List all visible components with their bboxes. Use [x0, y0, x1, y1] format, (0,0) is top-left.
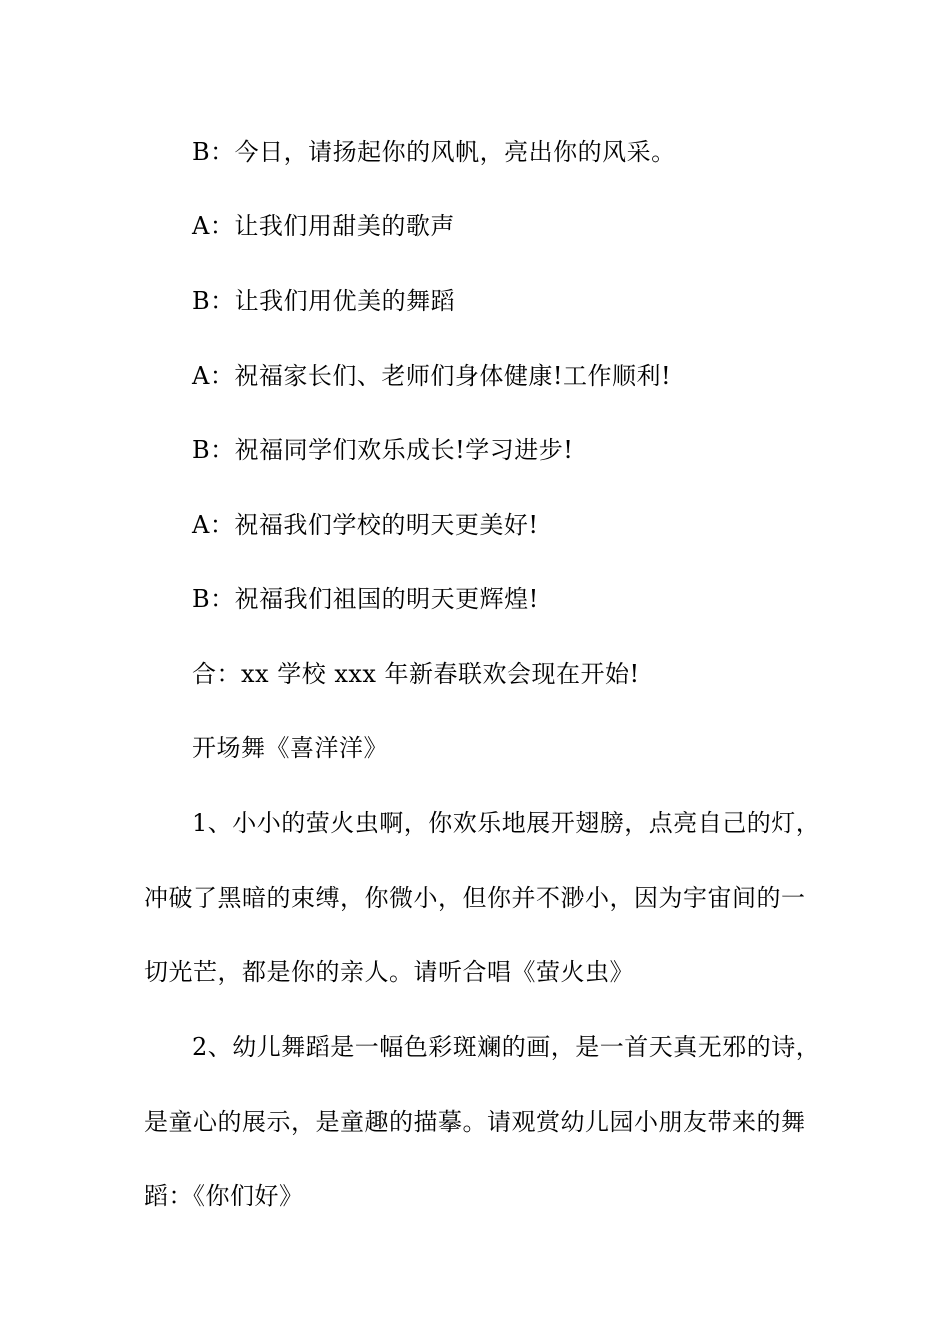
paragraph-1-line-2: 冲破了黑暗的束缚，你微小，但你并不渺小，因为宇宙间的一 — [144, 884, 806, 912]
paragraph-2-line-2: 是童心的展示，是童趣的描摹。请观赏幼儿园小朋友带来的舞 — [144, 1108, 806, 1136]
dialogue-line-b-3: B：祝福同学们欢乐成长!学习进步! — [192, 436, 574, 464]
dialogue-line-a-3: A：祝福我们学校的明天更美好! — [192, 511, 539, 539]
dialogue-line-together: 合：xx 学校 xxx 年新春联欢会现在开始! — [192, 660, 640, 688]
dialogue-line-b-1: B：今日，请扬起你的风帆，亮出你的风采。 — [192, 138, 676, 166]
paragraph-1-line-3: 切光芒，都是你的亲人。请听合唱《萤火虫》 — [144, 958, 634, 986]
dialogue-line-b-2: B：让我们用优美的舞蹈 — [192, 287, 456, 315]
paragraph-2-line-1: 2、幼儿舞蹈是一幅色彩斑斓的画，是一首天真无邪的诗， — [192, 1033, 821, 1061]
dialogue-line-b-4: B：祝福我们祖国的明天更辉煌! — [192, 585, 539, 613]
program-item-opening-dance: 开场舞《喜洋洋》 — [192, 734, 388, 762]
paragraph-1-line-1: 1、小小的萤火虫啊，你欢乐地展开翅膀，点亮自己的灯， — [192, 809, 821, 837]
dialogue-line-a-1: A：让我们用甜美的歌声 — [192, 212, 455, 240]
dialogue-line-a-2: A：祝福家长们、老师们身体健康!工作顺利! — [192, 362, 672, 390]
paragraph-2-line-3: 蹈：《你们好》 — [144, 1182, 304, 1210]
